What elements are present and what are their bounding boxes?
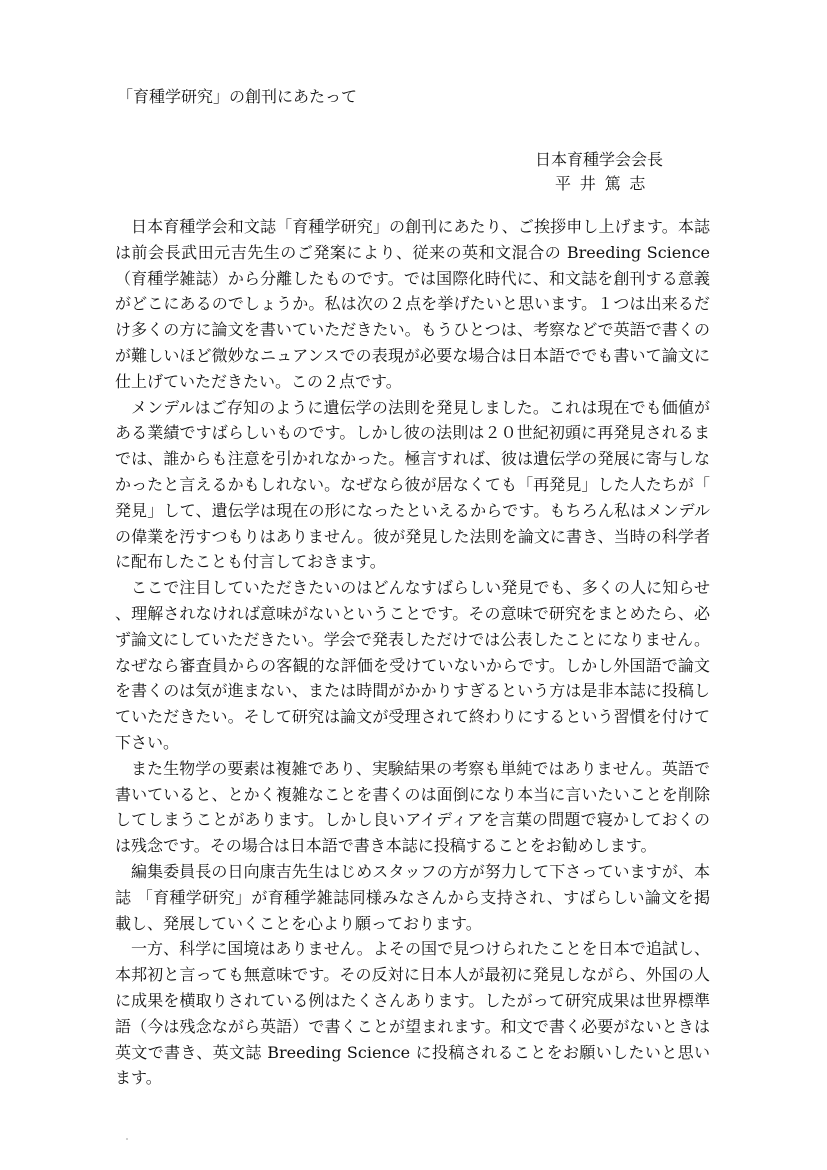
paragraph-5: 編集委員長の日向康吉先生はじめスタッフの方が努力して下さっていますが、本誌 「育種学研究」が育種学雑誌同様みなさんから支持され、すばらしい論文を掲載し、発展していくことを心より願っております。	[115, 861, 710, 933]
article-body	[115, 214, 710, 1091]
author-name: 平井篤志	[555, 174, 655, 193]
paragraph-2: メンデルはご存知のように遺伝学の法則を発見しました。これは現在でも価値がある業績ですばらしいものです。しかし彼の法則は２０世紀初頭に再発見されるまでは、誰からも注意を引かれなかった。極言すれば、彼は遺伝学の発展に寄与しなかったと言えるかもしれない。なぜなら彼が居なくても「再発見」した人たちが「発見」して、遺伝学は現在の形になったといえるからです。もちろん私はメンデルの偉業を汚すつもりはありません。彼が発見した法則を論文に書き、当時の科学者に配布したことも付言しておきます。	[115, 397, 710, 572]
paragraph-6: 一方、科学に国境はありません。よその国で見つけられたことを日本で追試し、本邦初と言っても無意味です。その反対に日本人が最初に発見しながら、外国の人に成果を横取りされている例はたくさんあります。したがって研究成果は世界標準語（今は残念ながら英語）で書くことが望まれます。和文で書く必要がないときは英文で書き、英文誌 Breeding Science に投稿されることをお願いしたいと思います。	[115, 939, 710, 1088]
paragraph-3: ここで注目していただきたいのはどんなすばらしい発見でも、多くの人に知らせ、理解されなければ意味がないということです。その意味で研究をまとめたら、必ず論文にしていただきたい。学会で発表しただけでは公表したことになりません。なぜなら審査員からの客観的な評価を受けていないからです。しかし外国語で論文を書くのは気が進まない、または時間がかかりすぎるという方は是非本誌に投稿していただきたい。そして研究は論文が受理されて終わりにするという習慣を付けて下さい。	[115, 578, 710, 752]
author-block	[535, 148, 695, 196]
paragraph-1: 日本育種学会和文誌「育種学研究」の創刊にあたり、ご挨拶申し上げます。本誌は前会長武田元吉先生のご発案により、従来の英和文混合の Breeding Science（育種学雑誌）から分離したものです。では国際化時代に、和文誌を創刊する意義がどこにあるのでしょうか。私は次の２点を挙げたいと思います。１つは出来るだけ多くの方に論文を書いていただきたい。もうひとつは、考察などで英語で書くのが難しいほど微妙なニュアンスでの表現が必要な場合は日本語ででも書いて論文に仕上げていただきたい。この２点です。	[115, 217, 710, 391]
paragraph-4: また生物学の要素は複雑であり、実験結果の考察も単純ではありません。英語で書いていると、とかく複雑なことを書くのは面倒になり本当に言いたいことを削除してしまうことがあります。しかし良いアイディアを言葉の問題で寝かしておくのは残念です。その場合は日本語で書き本誌に投稿することをお勧めします。	[115, 758, 710, 856]
scan-speck	[126, 1138, 128, 1140]
document-title: 「育種学研究」の創刊にあたって	[117, 87, 358, 106]
author-organization: 日本育種学会会長	[535, 150, 664, 169]
